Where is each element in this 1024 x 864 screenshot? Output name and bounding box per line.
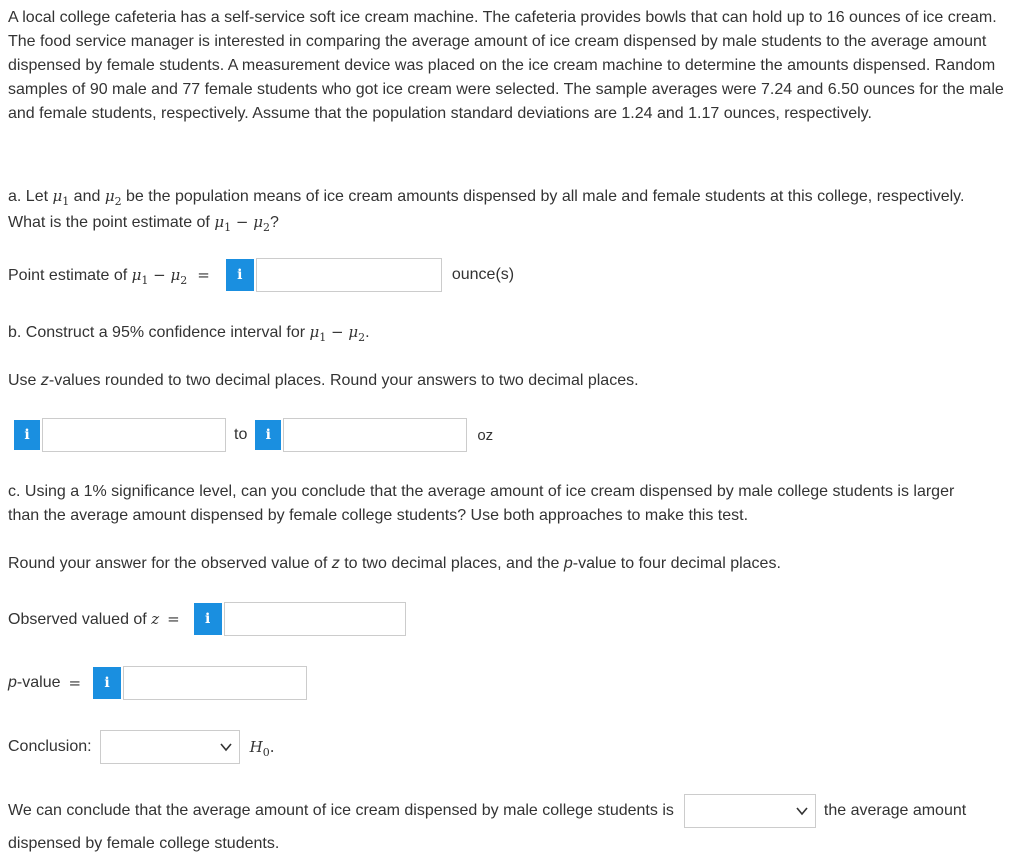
info-icon[interactable]: i bbox=[226, 259, 254, 291]
confidence-interval-row bbox=[14, 418, 493, 452]
info-icon[interactable]: i bbox=[93, 667, 121, 699]
conclusion-row bbox=[8, 730, 274, 764]
part-a-q3: be the population means of ice cream amounts dispensed by all male and female students at this college, respectively. bbox=[121, 188, 965, 205]
final-conclusion-line2: dispensed by female college students. bbox=[8, 835, 280, 852]
info-icon[interactable]: i bbox=[194, 603, 222, 635]
mu1-symbol: $\mu_1$ bbox=[52, 187, 70, 208]
point-estimate-label: Point estimate of $\mu_1 - \mu_2$ bbox=[8, 265, 188, 287]
point-estimate-input[interactable] bbox=[256, 258, 442, 292]
point-estimate-unit: ounce(s) bbox=[451, 266, 515, 283]
part-c-question: c. Using a 1% significance level, can you conclude that the average amount of ice cream dispensed by male college students is larger than the average amount dispensed by female college students? Use both approaches to make this test. bbox=[8, 483, 955, 524]
ci-unit: oz bbox=[477, 426, 494, 444]
part-b-q-end: . bbox=[365, 324, 370, 341]
p-value-row bbox=[8, 666, 307, 700]
final-conclusion-post: the average amount bbox=[823, 802, 967, 819]
final-conclusion-select[interactable] bbox=[684, 794, 816, 828]
point-estimate-row bbox=[8, 258, 514, 292]
ci-upper-input[interactable] bbox=[283, 418, 467, 452]
ci-to-label: to bbox=[234, 426, 248, 443]
conclusion-select[interactable] bbox=[100, 730, 240, 764]
final-conclusion-pre: We can conclude that the average amount of ice cream dispensed by male college students is bbox=[8, 802, 674, 819]
part-c-instructions: Round your answer for the observed value of z to two decimal places, and the p-value to four decimal places. bbox=[8, 555, 781, 572]
final-conclusion-row bbox=[8, 794, 1018, 828]
observed-z-row bbox=[8, 602, 406, 636]
mu-diff-expression: $\mu_1 - \mu_2$ bbox=[214, 213, 270, 234]
part-b-q1: b. Construct a 95% confidence interval for bbox=[8, 324, 310, 341]
mu2-symbol: $\mu_2$ bbox=[104, 187, 122, 208]
chevron-down-icon bbox=[219, 740, 233, 754]
chevron-down-icon bbox=[795, 804, 809, 818]
part-a-question bbox=[8, 184, 1020, 236]
observed-z-label: Observed valued of z bbox=[8, 609, 160, 628]
p-value-input[interactable] bbox=[123, 666, 307, 700]
point-estimate-equals: = bbox=[197, 266, 210, 284]
conclusion-label: Conclusion: bbox=[8, 738, 92, 755]
part-a-q5: ? bbox=[269, 214, 279, 231]
observed-z-input[interactable] bbox=[224, 602, 406, 636]
mu-diff-expression-b: $\mu_1 - \mu_2$ bbox=[309, 323, 366, 344]
part-a-q1: a. Let bbox=[8, 188, 53, 205]
part-b-instructions: Use z-values rounded to two decimal places. Round your answers to two decimal places. bbox=[8, 372, 639, 389]
info-icon[interactable]: i bbox=[14, 420, 40, 450]
info-icon[interactable]: i bbox=[255, 420, 281, 450]
p-value-equals: = bbox=[68, 674, 82, 692]
ci-lower-input[interactable] bbox=[42, 418, 226, 452]
part-b-question bbox=[8, 320, 1020, 346]
part-a-q4: What is the point estimate of bbox=[8, 214, 215, 231]
problem-intro: A local college cafeteria has a self-service soft ice cream machine. The cafeteria provides bowls that can hold up to 16 ounces of ice cream. The food service manager is interested in comparing the average amount of ice cream dispensed by male students to the average amount dispensed by female students. A measurement device was placed on the ice cream machine to determine the amounts dispensed. Random samples of 90 male and 77 female students who got ice cream were selected. The sample averages were 7.24 and 6.50 ounces for the male and female students, respectively. Assume that the population standard deviations are 1.24 and 1.17 ounces, respectively. bbox=[8, 9, 1004, 122]
h0-symbol: $H_0$. bbox=[249, 738, 275, 759]
observed-z-equals: = bbox=[167, 610, 180, 628]
part-a-q2: and bbox=[69, 188, 105, 205]
p-value-label: p-value bbox=[8, 674, 61, 691]
